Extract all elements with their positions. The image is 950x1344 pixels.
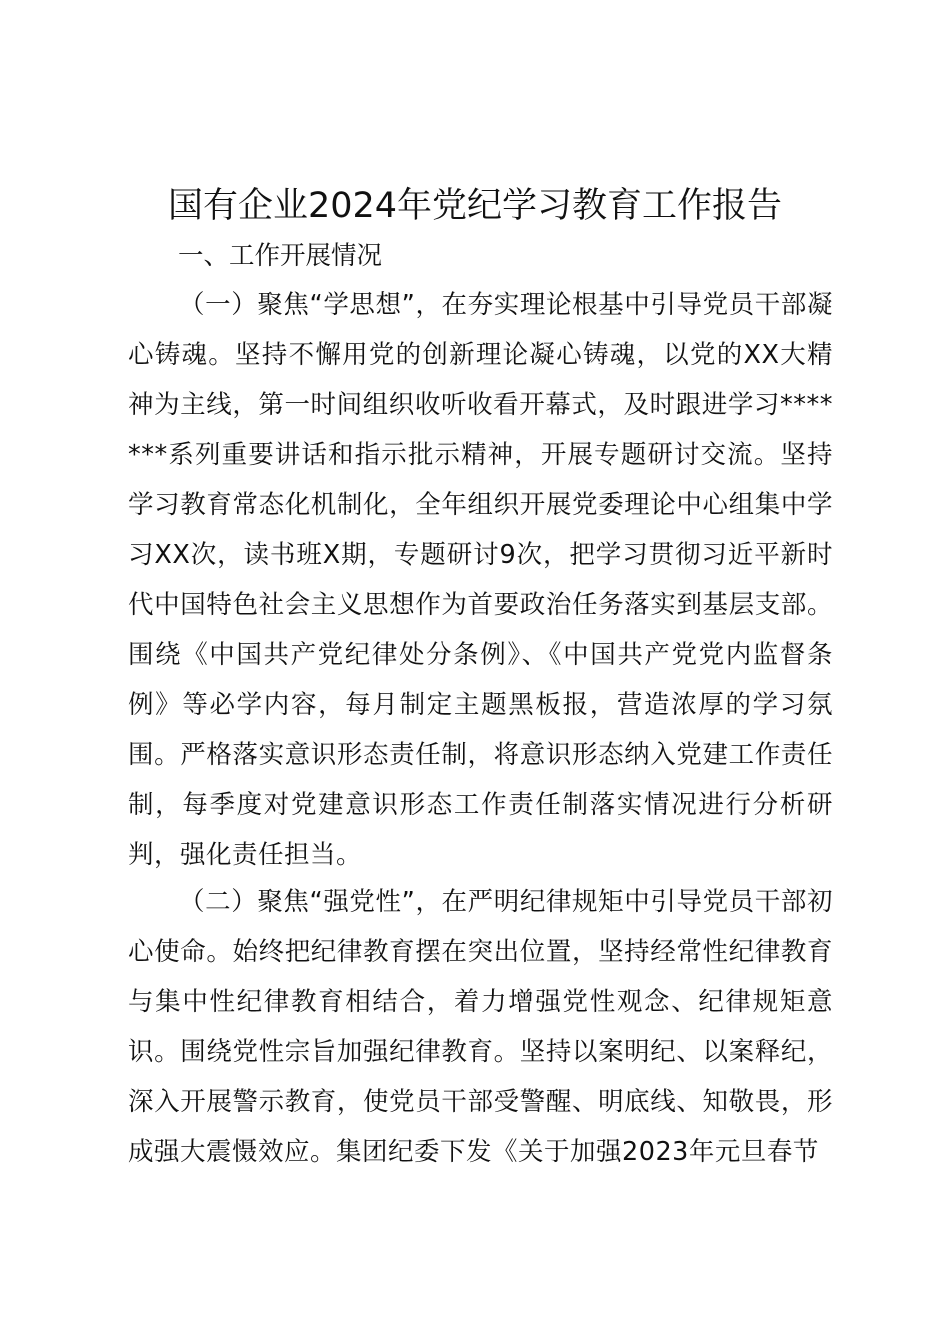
section-heading: 一、工作开展情况 [178,241,383,271]
paragraph-2: （二）聚焦“强党性”，在严明纪律规矩中引导党员干部初心使命。始终把纪律教育摆在突出位置，坚持经常性纪律教育与集中性纪律教育相结合，着力增强党性观念、纪律规矩意识。围绕党性宗旨加强纪律教育。坚持以案明纪、以案释纪，深入开展警示教育，使党员干部受警醒、明底线、知敬畏，形成强大震慑效应。集团纪委下发《关于加强2023年元旦春节 [128,887,833,1167]
document-title: 国有企业2024年党纪学习教育工作报告 [167,186,783,226]
paragraph-1: （一）聚焦“学思想”，在夯实理论根基中引导党员干部凝心铸魂。坚持不懈用党的创新理论凝心铸魂，以党的XX大精神为主线，第一时间组织收听收看开幕式，及时跟进学习*******系列重要讲话和指示批示精神，开展专题研讨交流。坚持学习教育常态化机制化，全年组织开展党委理论中心组集中学习XX次，读书班X期，专题研讨9次，把学习贯彻习近平新时代中国特色社会主义思想作为首要政治任务落实到基层支部。围绕《中国共产党纪律处分条例》、《中国共产党党内监督条例》等必学内容，每月制定主题黑板报，营造浓厚的学习氛围。严格落实意识形态责任制，将意识形态纳入党建工作责任制，每季度对党建意识形态工作责任制落实情况进行分析研判，强化责任担当。 [128,290,833,870]
